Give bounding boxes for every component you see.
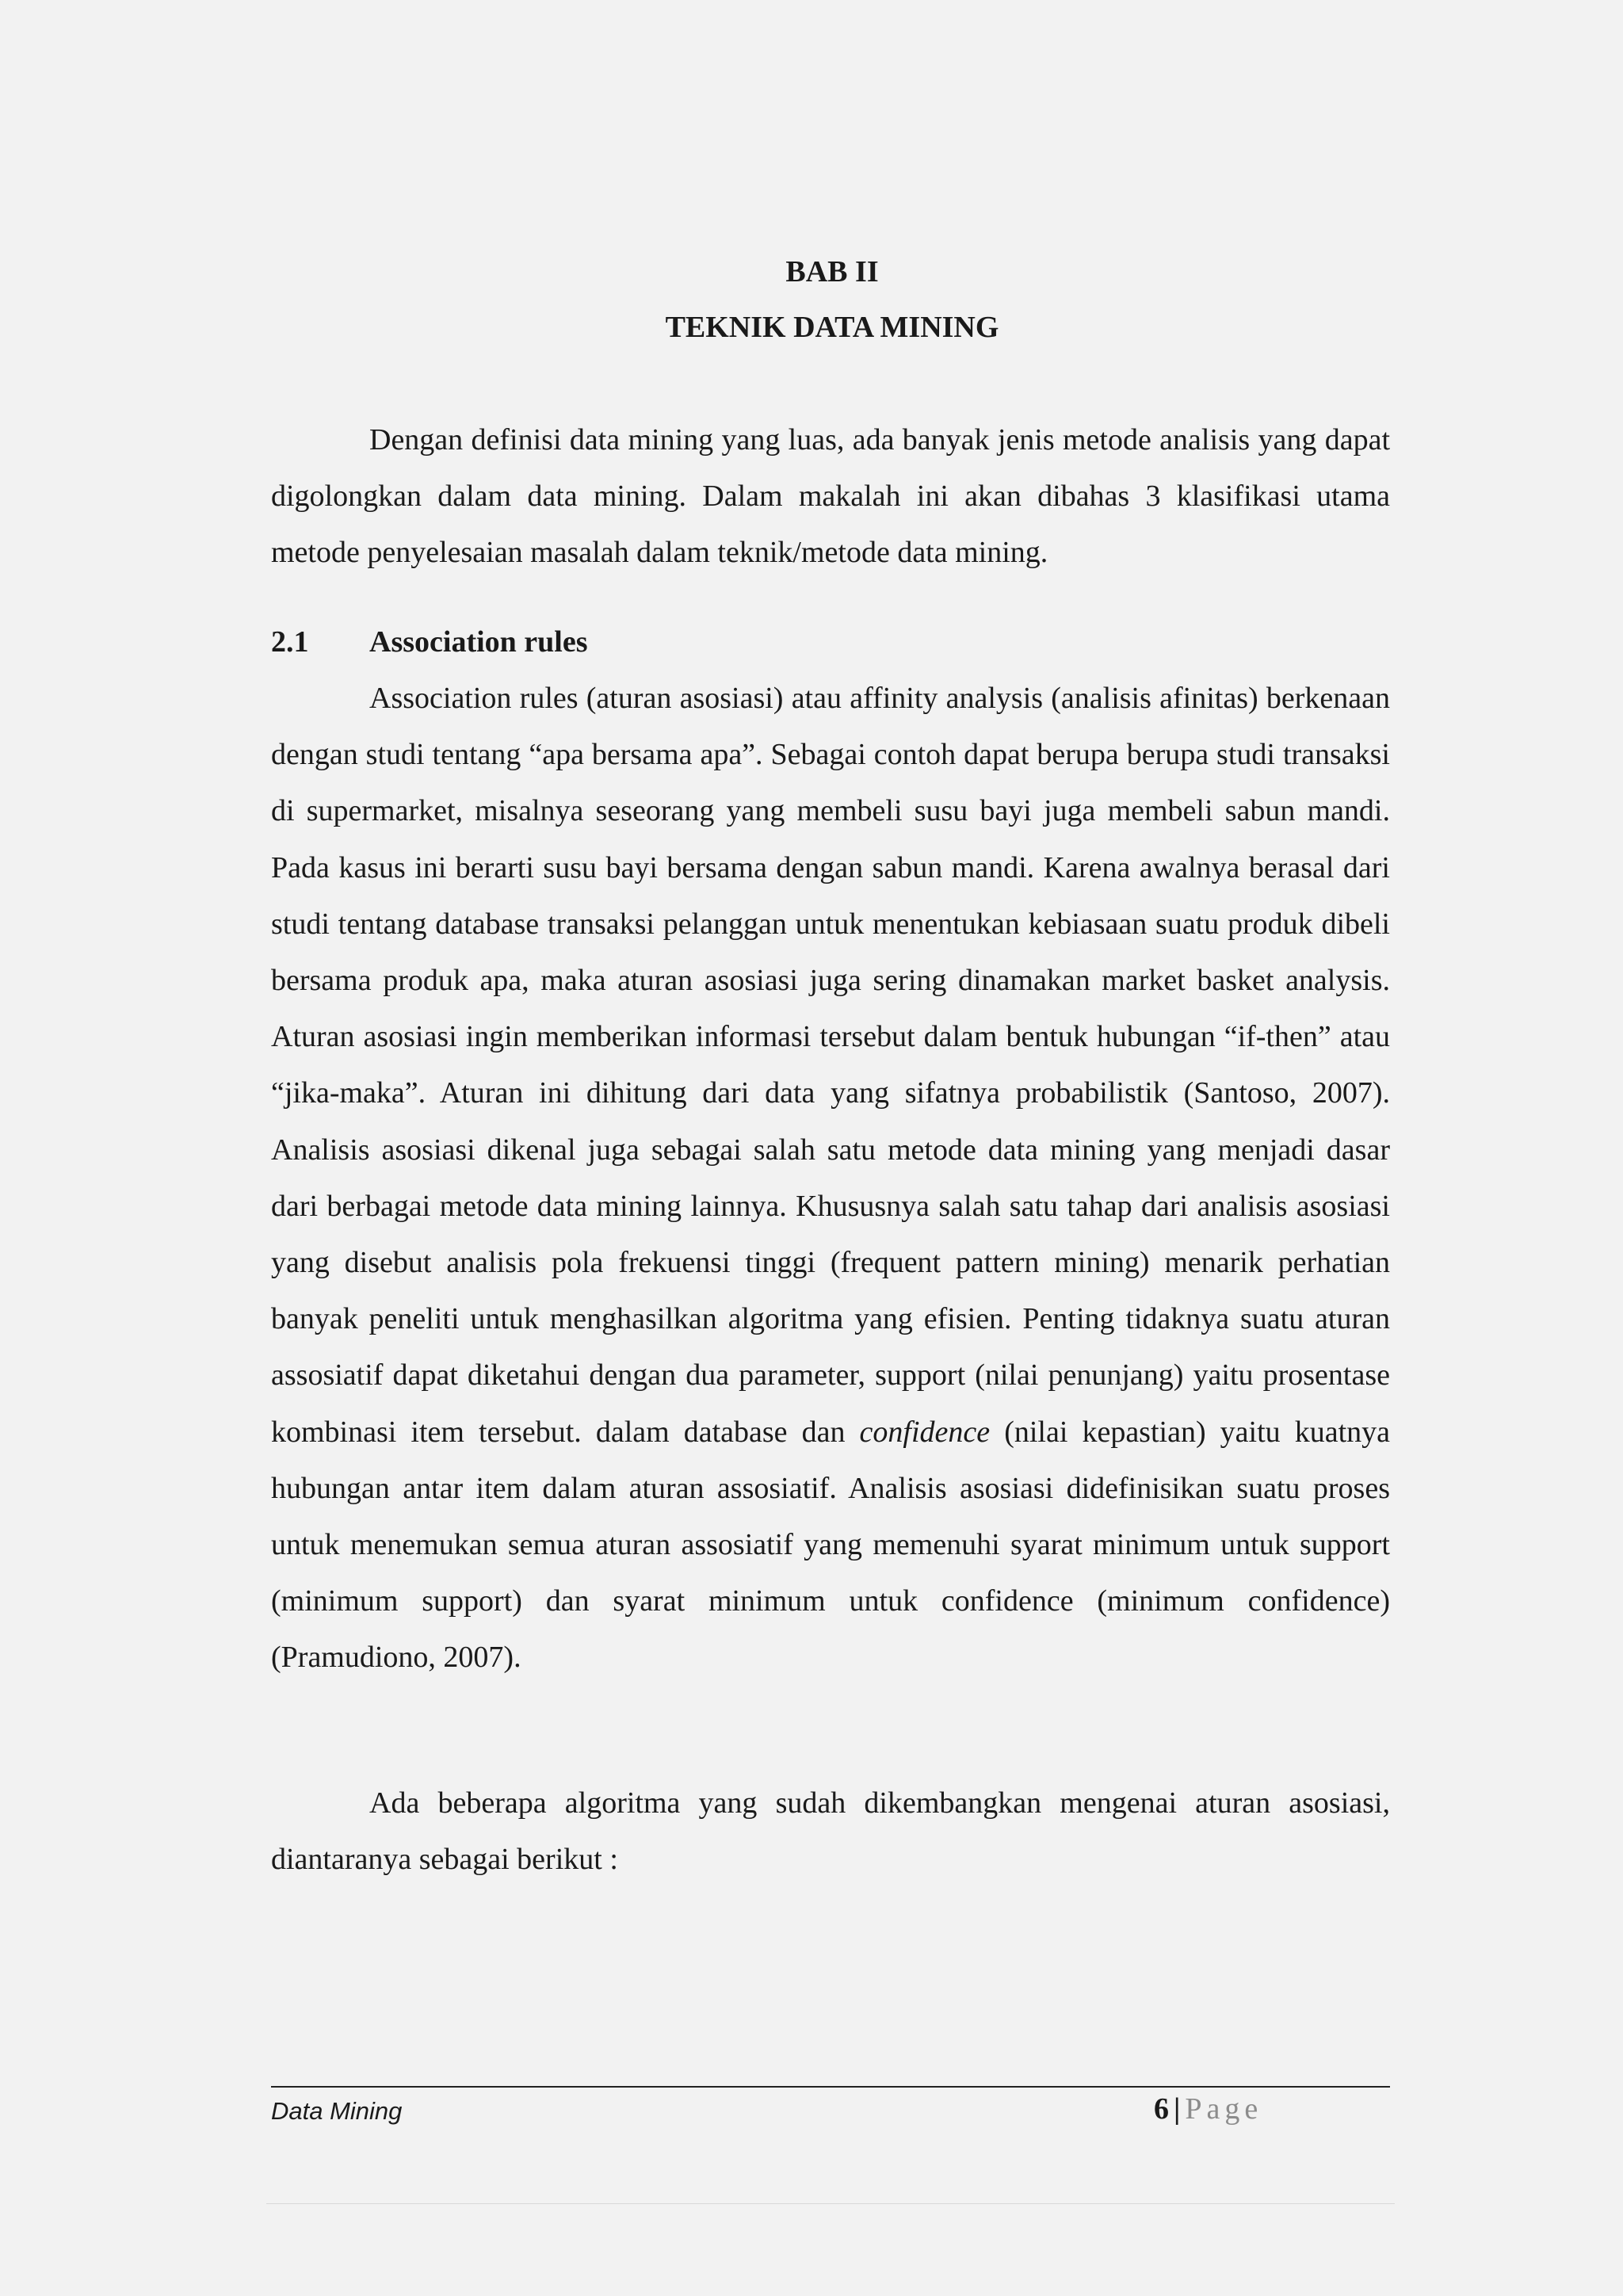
page-number: 6 — [1154, 2092, 1169, 2126]
page-label: Page — [1185, 2092, 1263, 2126]
association-text-part2: (nilai kepastian) yaitu kuatnya hubungan antar item dalam aturan assosiatif. Analisis asosiasi didefinisikan suatu proses untuk menemukan semua aturan assosiatif yang memenuhi syarat minimum untuk support (minimum support) dan syarat minimum untuk confidence (minimum confidence) (Pramudiono, 2007). — [271, 1415, 1390, 1675]
footer-title: Data Mining — [271, 2097, 403, 2125]
association-text-part1: Association rules (aturan asosiasi) atau affinity analysis (analisis afinitas) berkenaan dengan studi tentang “apa bersama apa”. Sebagai contoh dapat berupa berupa studi transaksi di supermarket, misalnya seseorang yang membeli susu bayi juga membeli sabun mandi. Pada kasus ini berarti susu bayi bersama dengan sabun mandi. Karena awalnya berasal dari studi tentang database transaksi pelanggan untuk menentukan kebiasaan suatu produk dibeli bersama produk apa, maka aturan asosiasi juga sering dinamakan market basket analysis. Aturan asosiasi ingin memberikan informasi tersebut dalam bentuk hubungan “if-then” atau “jika-maka”. Aturan ini dihitung dari data yang sifatnya probabilistik (Santoso, 2007). Analisis asosiasi dikenal juga sebagai salah satu metode data mining yang menjadi dasar dari berbagai metode data mining lainnya. Khususnya salah satu tahap dari analisis asosiasi yang disebut analisis pola frekuensi tinggi (frequent pattern mining) menarik perhatian banyak peneliti untuk menghasilkan algoritma yang efisien. Penting tidaknya suatu aturan assosiatif dapat diketahui dengan dua parameter, support (nilai penunjang) yaitu prosentase kombinasi item tersebut. dalam database dan — [271, 682, 1390, 1449]
chapter-title: TEKNIK DATA MINING — [665, 311, 999, 344]
association-paragraph — [271, 670, 1390, 1687]
algorithms-text: Ada beberapa algoritma yang sudah dikembangkan mengenai aturan asosiasi, diantaranya sebagai berikut : — [271, 1786, 1390, 1877]
section-heading — [271, 614, 588, 670]
confidence-term: confidence — [859, 1415, 991, 1449]
chapter-number: BAB II — [785, 255, 879, 288]
intro-text: Dengan definisi data mining yang luas, ada banyak jenis metode analisis yang dapat digolongkan dalam data mining. Dalam makalah ini akan dibahas 3 klasifikasi utama metode penyelesaian masalah dalam teknik/metode data mining. — [271, 423, 1390, 570]
footer-divider — [271, 2086, 1390, 2088]
page-separator: | — [1174, 2092, 1181, 2126]
section-number: 2.1 — [271, 625, 309, 659]
page-bottom-divider — [266, 2203, 1395, 2204]
algorithms-paragraph — [271, 1775, 1390, 1888]
page-indicator — [1154, 2089, 1262, 2129]
section-title: Association rules — [369, 625, 588, 659]
intro-paragraph — [271, 412, 1390, 582]
